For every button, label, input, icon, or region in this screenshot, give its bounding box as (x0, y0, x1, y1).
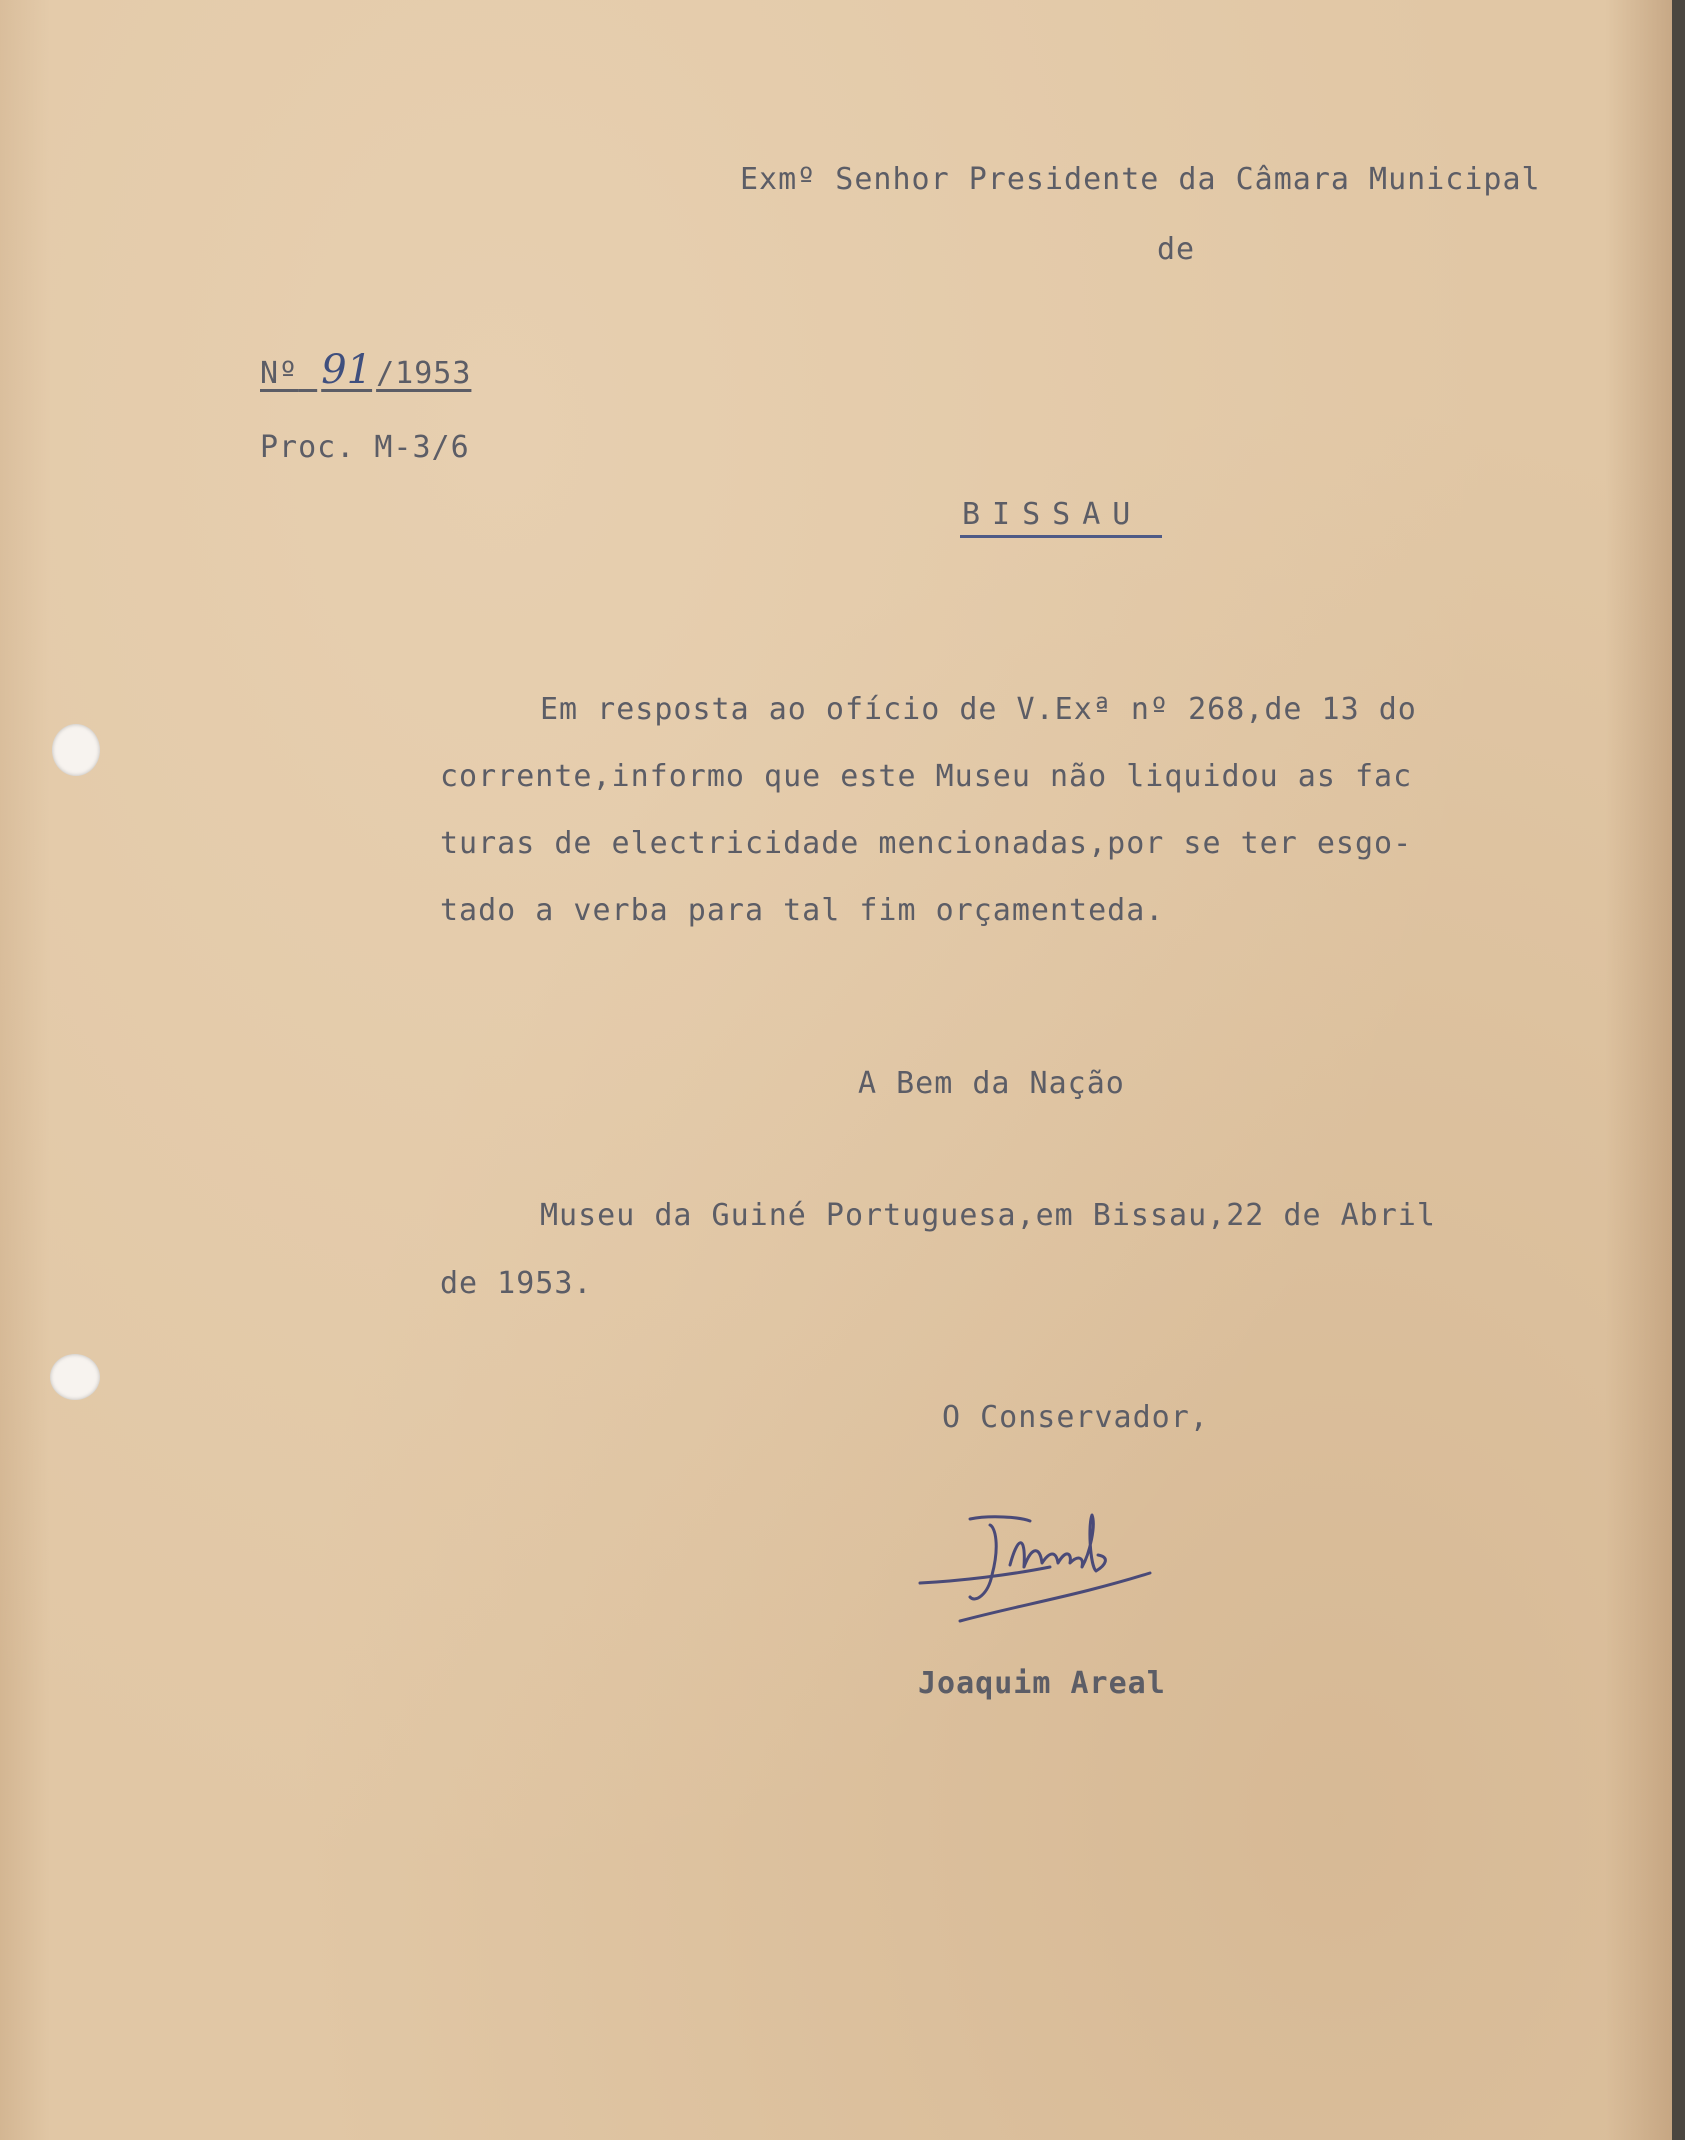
body-line: corrente,informo que este Museu não liquidou as fac (440, 759, 1413, 794)
reference-number-prefix: Nº (260, 356, 299, 391)
body-line: turas de electricidade mencionadas,por se ter esgo- (440, 826, 1413, 861)
signatory-role: O Conservador, (942, 1400, 1209, 1435)
reference-number-year: /1953 (376, 356, 472, 391)
place-date-line-1: Museu da Guiné Portuguesa,em Bissau,22 de Abril (540, 1198, 1436, 1233)
signatory-name: Joaquim Areal (918, 1666, 1166, 1701)
body-line: tado a verba para tal fim orçamenteda. (440, 893, 1165, 928)
place-date-line-2: de 1953. (440, 1266, 593, 1301)
process-reference: Proc. M-3/6 (260, 430, 470, 465)
letter-body (440, 692, 1480, 960)
recipient-city: BISSAU (960, 497, 1162, 538)
recipient-line-1: Exmº Senhor Presidente da Câmara Municipal (740, 162, 1541, 197)
punch-hole-bottom (50, 1354, 100, 1400)
recipient-line-2: de (1157, 232, 1196, 267)
body-line: Em resposta ao ofício de V.Exª nº 268,de 13 do (540, 692, 1417, 727)
punch-hole-top (52, 724, 100, 776)
reference-number (260, 347, 472, 393)
reference-number-handwritten: 91 (321, 347, 373, 393)
closing-salutation: A Bem da Nação (858, 1066, 1125, 1101)
handwritten-signature (900, 1505, 1200, 1635)
